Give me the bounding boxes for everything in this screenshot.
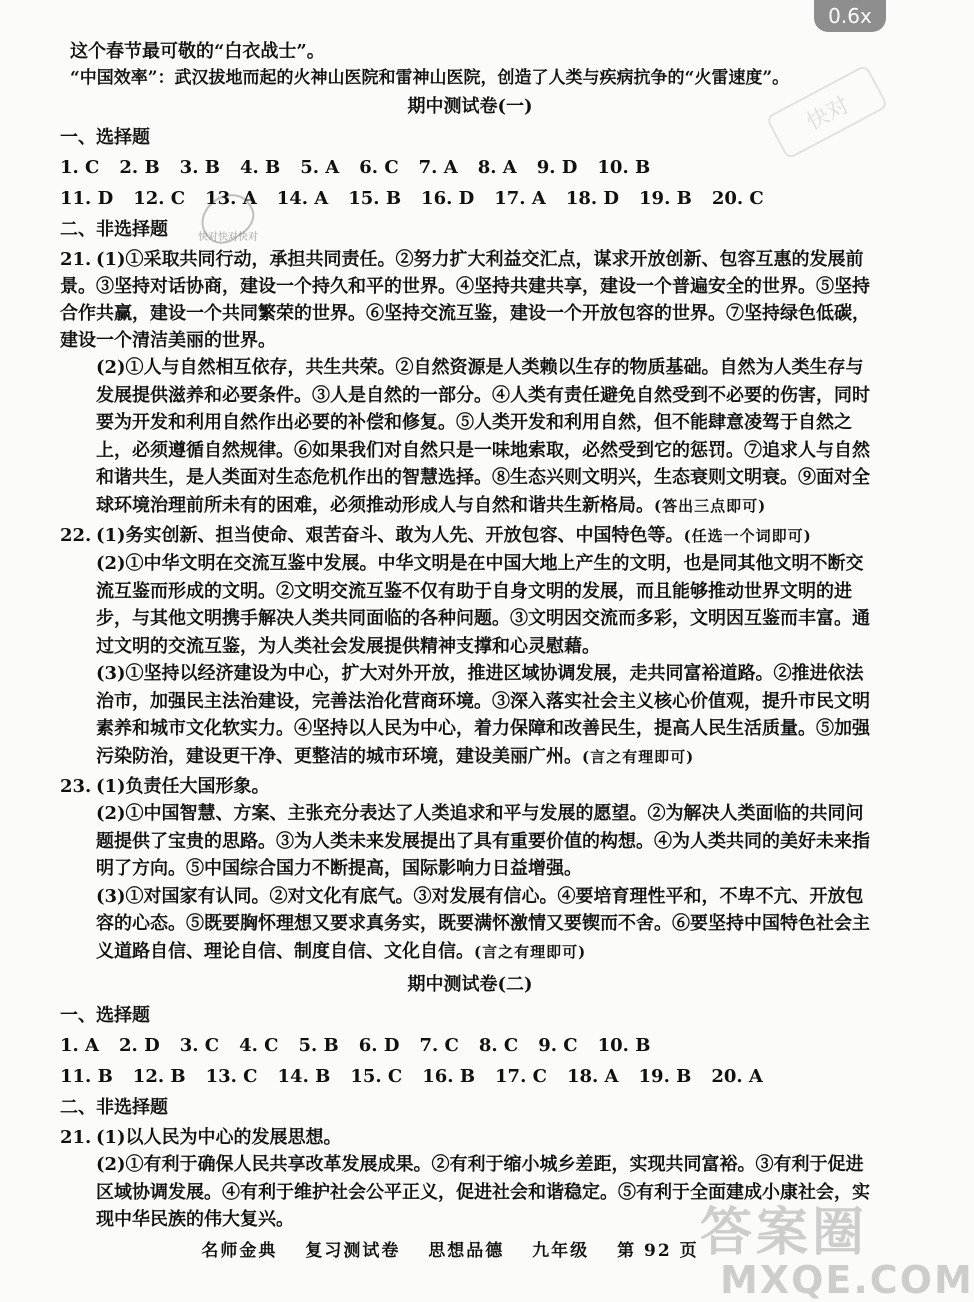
test1-q23 [60, 773, 870, 800]
watermark-small: 快对快对快对 [198, 232, 258, 243]
answer-item: 17. A [494, 188, 546, 209]
answer-text: (2)①人与自然相互依存，共生共荣。②自然资源是人类赖以生存的物质基础。自然为人类生存与发展提供滋养和必要条件。③人是自然的一部分。④人类有责任避免自然受到不必要的伤害，同时要为开发和利用自然作出必要的补偿和修复。⑤人类开发和利用自然，但不能肆意凌驾于自然之上，必须遵循自然规律。⑥如果我们对自然只是一味地索取，必然受到它的惩罚。⑦追求人与自然和谐共生，是人类面对生态危机作出的智慧选择。⑧生态兴则文明兴，生态衰则文明衰。⑨面对全球环境治理前所未有的困难，必须推动形成人与自然和谐共生新格局。 [96, 357, 870, 516]
answer-item: 4. B [239, 157, 281, 178]
answer-item: 8. C [478, 1035, 519, 1056]
test1-title: 期中测试卷(一) [407, 96, 533, 117]
test1-answers-row1 [60, 152, 870, 183]
intro-line-2: “中国效率”：武汉拔地而起的火神山医院和雷神山医院，创造了人类与疾病抗争的“火雷速度”。 [70, 68, 790, 88]
test1-q22-2: (2)①中华文明在交流互鉴中发展。中华文明是在中国大地上产生的文明，也是同其他文明不断交流互鉴而形成的文明。②文明交流互鉴不仅有助于自身文明的发展，而且能够推动世界文明的进步，与其他文明携手解决人类共同面临的各种问题。③文明因交流而多彩，文明因互鉴而丰富。通过文明的交流互鉴，为人类社会发展提供精神支撑和心灵慰藉。 [96, 553, 870, 657]
answer-item: 19. B [638, 1066, 692, 1087]
footer-brand: 名师金典 [201, 1241, 278, 1261]
test2-answers-row1 [60, 1030, 870, 1061]
test2-section-nonchoice: 二、非选择题 [60, 1097, 168, 1118]
answer-item: 10. B [597, 1035, 651, 1056]
answer-text: (1)务实创新、担当使命、艰苦奋斗、敢为人先、开放包容、中国特色等。 [96, 525, 684, 546]
answer-note: (言之有理即可) [474, 942, 587, 961]
answer-item: 5. B [298, 1035, 339, 1056]
answer-note: (答出三点即可) [654, 496, 767, 515]
answer-item: 9. D [536, 157, 578, 178]
answer-item: 1. C [60, 157, 100, 178]
answer-item: 16. B [422, 1066, 476, 1087]
test1-section-nonchoice: 二、非选择题 [60, 219, 168, 240]
answer-item: 11. B [60, 1066, 113, 1087]
answer-item: 18. D [565, 188, 620, 209]
answer-item: 20. A [711, 1066, 763, 1087]
answer-item: 1. A [60, 1035, 100, 1056]
test1-section-choice: 一、选择题 [60, 127, 150, 148]
watermark-logo: 答案圈 [700, 1203, 869, 1263]
test2-title: 期中测试卷(二) [407, 974, 533, 995]
answer-item: 11. D [60, 188, 114, 209]
test2-q21 [60, 1124, 870, 1151]
test1-q23-3 [70, 883, 870, 967]
footer-series: 复习测试卷 [305, 1241, 401, 1261]
answer-item: 14. A [276, 188, 329, 209]
answer-item: 20. C [711, 188, 764, 209]
answer-item: 2. D [119, 1035, 160, 1056]
footer-page-number: 第 92 页 [617, 1241, 699, 1261]
test1-q22-3 [70, 660, 870, 771]
answer-item: 7. C [419, 1035, 459, 1056]
answer-item: 2. B [119, 157, 160, 178]
question-number: 22. [60, 525, 92, 546]
test2-section-choice: 一、选择题 [60, 1005, 150, 1026]
test1-q21 [60, 246, 870, 354]
answer-item: 16. D [421, 188, 475, 209]
answer-item: 18. A [566, 1066, 619, 1087]
answer-item: 7. A [418, 157, 458, 178]
test1-q23-2: (2)①中国智慧、方案、主张充分表达了人类追求和平与发展的愿望。②为解决人类面临的共同问题提供了宝贵的思路。③为人类未来发展提出了具有重要价值的构想。④为人类共同的美好未来指明了方向。⑤中国综合国力不断提高，国际影响力日益增强。 [96, 803, 870, 879]
footer-grade: 九年级 [532, 1241, 590, 1261]
intro-line-1: 这个春节最可敬的“白衣战士”。 [70, 41, 325, 62]
answer-text: (1)以人民为中心的发展思想。 [96, 1127, 342, 1148]
answer-item: 4. C [239, 1035, 279, 1056]
answer-item: 14. B [277, 1066, 331, 1087]
answer-text: (3)①对国家有认同。②对文化有底气。③对发展有信心。④要培育理性平和，不卑不亢、开放包容的心态。⑤既要胸怀理想又要求真务实，既要满怀激情又要锲而不舍。⑥要坚持中国特色社会主义道路自信、理论自信、制度自信、文化自信。 [96, 885, 870, 962]
answer-item: 15. C [350, 1066, 403, 1087]
answer-item: 6. C [359, 157, 399, 178]
answer-item: 13. C [205, 1066, 258, 1087]
test1-q22 [60, 522, 870, 550]
answer-item: 9. C [538, 1035, 578, 1056]
answer-item: 19. B [639, 188, 692, 209]
test2-q21-2: (2)①有利于确保人民共享改革发展成果。②有利于缩小城乡差距，实现共同富裕。③有利于促进区域协调发展。④有利于维护社会公平正义，促进社会和谐稳定。⑤有利于全面建成小康社会，实现中华民族的伟大复兴。 [96, 1154, 870, 1230]
answer-item: 17. C [495, 1066, 547, 1087]
answer-item: 12. C [133, 188, 186, 209]
watermark-stamp: 快对 [765, 64, 888, 160]
footer-subject: 思想品德 [428, 1241, 505, 1261]
answer-item: 10. B [597, 157, 651, 178]
test2-answers-row2 [60, 1061, 870, 1092]
answer-item: 13. A [205, 188, 257, 209]
answer-text: (1)负责任大国形象。 [96, 776, 270, 797]
answer-text: (3)①坚持以经济建设为中心，扩大对外开放，推进区域协调发展，走共同富裕道路。②推进依法治市，加强民主法治建设，完善法治化营商环境。③深入落实社会主义核心价值观，提升市民文明素养和城市文化软实力。④坚持以人民为中心，着力保障和改善民生，提高人民生活质量。⑤加强污染防治，建设更干净、更整洁的城市环境，建设美丽广州。 [96, 663, 870, 767]
answer-item: 3. C [179, 1035, 220, 1056]
answer-item: 3. B [179, 157, 220, 178]
answer-note: (任选一个词即可) [683, 527, 812, 545]
answer-item: 5. A [300, 157, 340, 178]
answer-item: 12. B [132, 1066, 186, 1087]
answer-note: (言之有理即可) [582, 747, 695, 766]
watermark-domain: MXQE.COM [720, 1258, 974, 1302]
question-number: 21. [60, 1127, 92, 1148]
answer-content [60, 38, 870, 1234]
zoom-indicator[interactable]: 0.6x [814, 0, 886, 32]
test1-q21-2 [70, 354, 870, 520]
answer-item: 15. B [348, 188, 402, 209]
answer-text: (1)①采取共同行动，承担共同责任。②努力扩大利益交汇点，谋求开放创新、包容互惠的发展前景。③坚持对话协商，建设一个持久和平的世界。④坚持共建共享，建设一个普遍安全的世界。⑤坚持合作共赢，建设一个共同繁荣的世界。⑥坚持交流互鉴，建设一个开放包容的世界。⑦坚持绿色低碳，建设一个清洁美丽的世界。 [60, 249, 870, 351]
answer-item: 6. D [358, 1035, 400, 1056]
question-number: 23. [60, 776, 92, 797]
test1-answers-row2 [60, 183, 870, 214]
question-number: 21. [60, 249, 92, 270]
answer-item: 8. A [477, 157, 517, 178]
